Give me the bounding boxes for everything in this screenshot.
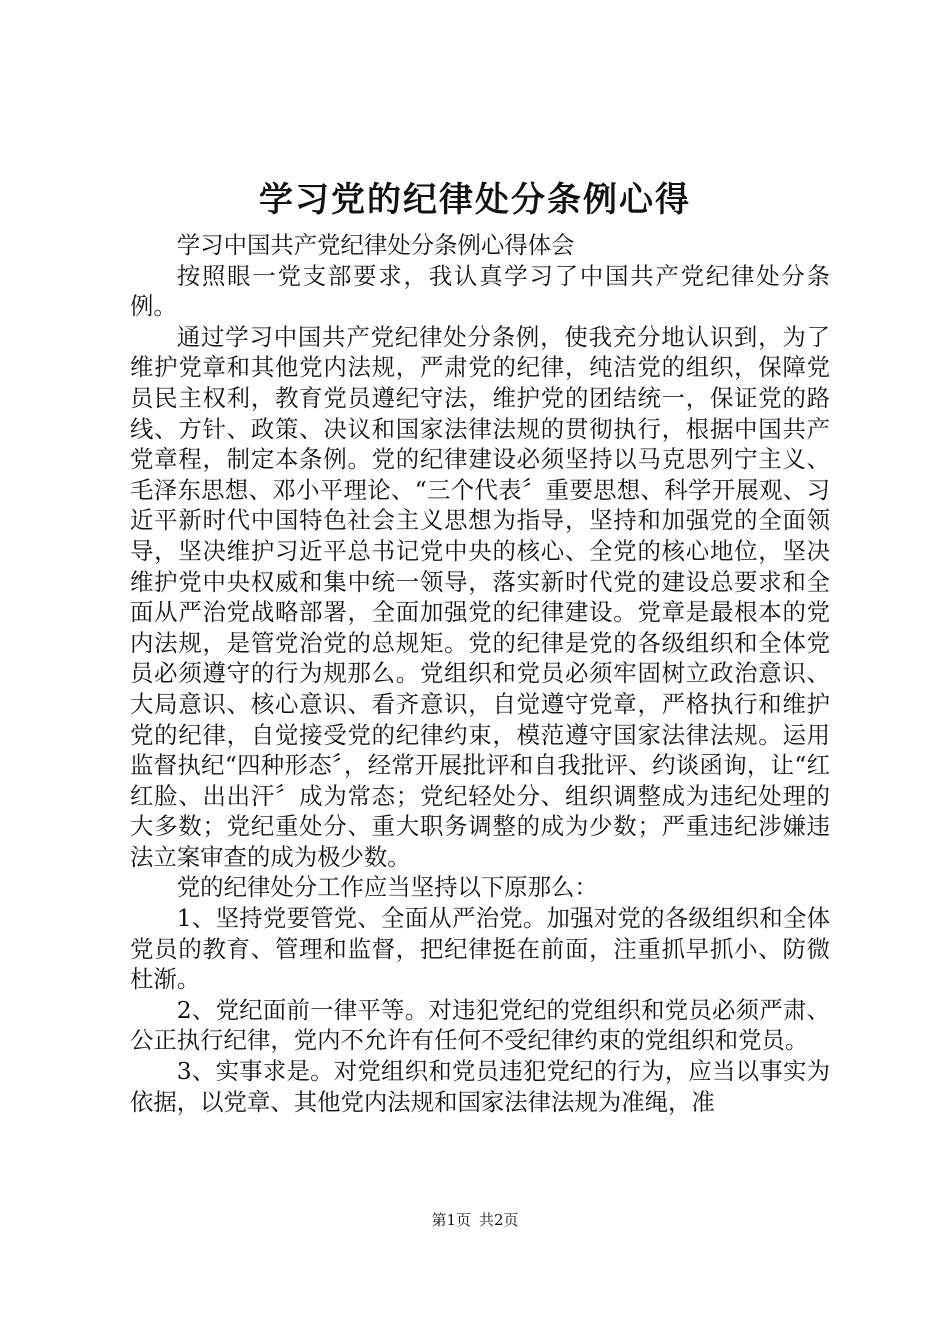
paragraph-principles-heading: 党的纪律处分工作应当坚持以下原那么： xyxy=(176,873,598,902)
paragraph-principle-3: 3、实事求是。对党组织和党员违犯党纪的行为，应当以事实为依据，以党章、其他党内法规和国家法律法规为准绳，准 xyxy=(130,1057,830,1116)
page-footer xyxy=(0,1210,950,1230)
paragraph-intro: 按照眼一党支部要求，我认真学习了中国共产党纪律处分条例。 xyxy=(130,261,830,321)
page-total: 共2页 xyxy=(479,1211,519,1229)
paragraph-principle-1: 1、坚持党要管党、全面从严治党。加强对党的各级组织和全体党员的教育、管理和监督，把纪律挺在前面，注重抓早抓小、防微杜渐。 xyxy=(130,904,830,994)
paragraph-subtitle: 学习中国共产党纪律处分条例心得体会 xyxy=(176,231,575,259)
paragraph-principle-2: 2、党纪面前一律平等。对违犯党纪的党组织和党员必须严肃、公正执行纪律，党内不允许有任何不受纪律约束的党组织和党员。 xyxy=(130,995,830,1055)
paragraph-main: 通过学习中国共产党纪律处分条例，使我充分地认识到，为了维护党章和其他党内法规，严肃党的纪律，纯洁党的组织，保障党员民主权利，教育党员遵纪守法，维护党的团结统一，保证党的路线、方针、政策、决议和国家法律法规的贯彻执行，根据中国共产党章程，制定本条例。党的纪律建设必须坚持以马克思列宁主义、毛泽东思想、邓小平理论、“三个代表〞重要思想、科学开展观、习近平新时代中国特色社会主义思想为指导，坚持和加强党的全面领导，坚决维护习近平总书记党中央的核心、全党的核心地位，坚决维护党中央权威和集中统一领导，落实新时代党的建设总要求和全面从严治党战略部署，全面加强党的纪律建设。党章是最根本的党内法规，是管党治党的总规矩。党的纪律是党的各级组织和全体党员必须遵守的行为规那么。党组织和党员必须牢固树立政治意识、大局意识、核心意识、看齐意识，自觉遵守党章，严格执行和维护党的纪律，自觉接受党的纪律约束，模范遵守国家法律法规。运用监督执纪“四种形态〞，经常开展批评和自我批评、约谈函询，让“红红脸、出出汗〞成为常态；党纪轻处分、组织调整成为违纪处理的大多数；党纪重处分、重大职务调整的成为少数；严重违纪涉嫌违法立案审查的成为极少数。 xyxy=(130,322,830,871)
page-number: 第1页 xyxy=(431,1211,471,1229)
document-title: 学习党的纪律处分条例心得 xyxy=(259,180,691,220)
document-body xyxy=(130,230,830,1117)
